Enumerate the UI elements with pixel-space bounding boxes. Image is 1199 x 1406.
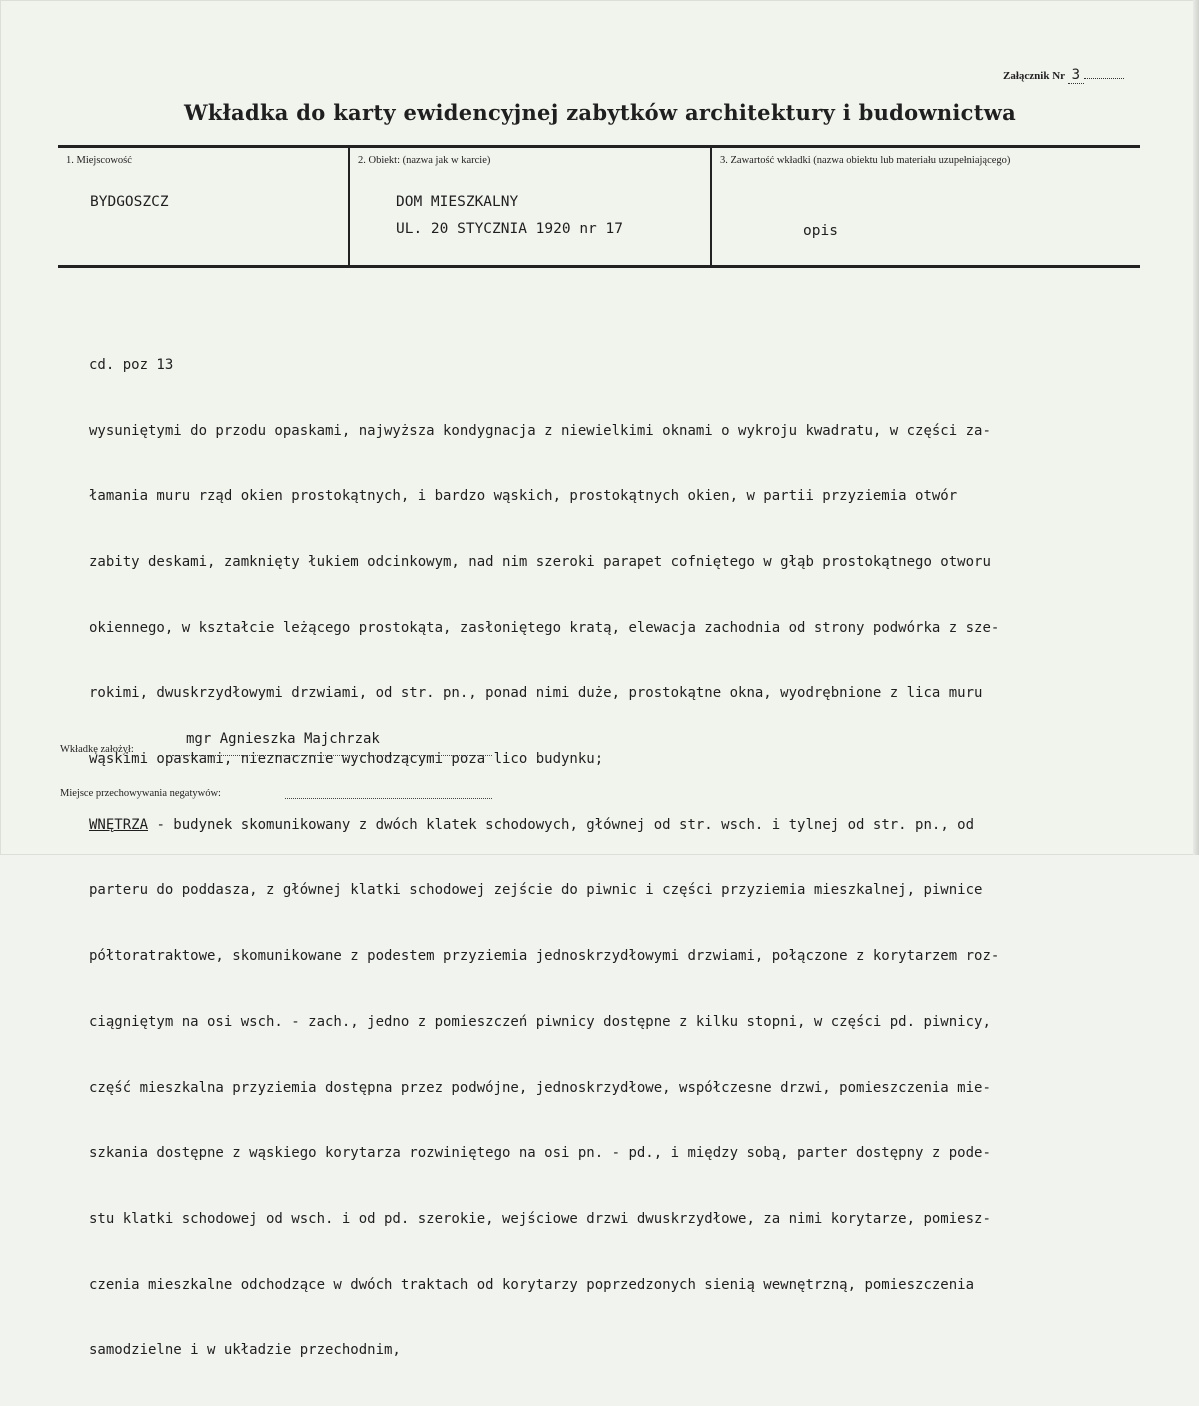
field-content xyxy=(710,148,1142,265)
text-line: szkania dostępne z wąskiego korytarza rozwiniętego na osi pn. - pd., i między sobą, parter dostępny z pode- xyxy=(89,1145,991,1162)
text-line: część mieszkalna przyziemia dostępna przez podwójne, jednoskrzydłowe, współczesne drzwi, pomieszczenia mie- xyxy=(89,1079,991,1096)
field-content-label: 3. Zawartość wkładki (nazwa obiektu lub materiału uzupełniającego) xyxy=(720,155,1011,166)
text-line: parteru do poddasza, z głównej klatki schodowej zejście do piwnic i części przyziemia mieszkalnej, piwnice xyxy=(89,882,983,899)
text-line: rokimi, dwuskrzydłowymi drzwiami, od str. pn., ponad nimi duże, prostokątne okna, wyodrębnione z lica muru xyxy=(89,685,983,702)
section-heading-wnetrza: WNĘTRZA xyxy=(89,816,149,833)
field-object-name: DOM MIESZKALNY xyxy=(396,194,519,210)
text-line: łamania muru rząd okien prostokątnych, i bardzo wąskich, prostokątnych okien, w partii przyziemia otwór xyxy=(89,488,958,505)
text-line: zabity deskami, zamknięty łukiem odcinkowym, nad nim szeroki parapet cofniętego w głąb prostokątnego otworu xyxy=(89,553,991,570)
text-line: - budynek skomunikowany z dwóch klatek schodowych, głównej od str. wsch. i tylnej od str. pn., od xyxy=(148,816,975,833)
field-object-label: 2. Obiekt: (nazwa jak w karcie) xyxy=(358,155,491,166)
text-line: półtoratraktowe, skomunikowane z podestem przyziemia jednoskrzydłowymi drzwiami, połączone z korytarzem roz- xyxy=(89,948,1000,965)
reference-line: cd. poz 13 xyxy=(89,356,174,373)
field-locality-label: 1. Miejscowość xyxy=(66,155,132,166)
text-line: wąskimi opaskami, nieznacznie wychodzącymi poza lico budynku; xyxy=(89,751,604,768)
text-line: okiennego, w kształcie leżącego prostokąta, zasłoniętego kratą, elewacja zachodnia od strony podwórka z sze- xyxy=(89,619,1000,636)
form-title: Wkładka do karty ewidencyjnej zabytków architektury i budownictwa xyxy=(183,100,1017,125)
field-locality xyxy=(58,148,348,265)
header-fields xyxy=(58,145,1140,268)
negatives-label: Miejsce przechowywania negatywów: xyxy=(60,788,221,799)
field-object xyxy=(348,148,712,265)
text-line: wysuniętymi do przodu opaskami, najwyższa kondygnacja z niewielkimi oknami o wykroju kwadratu, w części za- xyxy=(89,422,991,439)
annex-number xyxy=(1003,67,1124,83)
text-line: stu klatki schodowej od wsch. i od pd. szerokie, wejściowe drzwi dwuskrzydłowe, za nimi korytarze, pomiesz- xyxy=(89,1210,991,1227)
annex-value: 3 xyxy=(1068,67,1084,84)
field-content-value: opis xyxy=(803,223,838,239)
text-line-wnetrza xyxy=(89,815,1189,837)
text-line: czenia mieszkalne odchodzące w dwóch traktach od korytarzy poprzedzonych sienią wewnętrzną, pomieszczenia xyxy=(89,1276,975,1293)
field-object-address: UL. 20 STYCZNIA 1920 nr 17 xyxy=(396,221,623,237)
author-value: mgr Agnieszka Majchrzak xyxy=(186,731,380,747)
page-edge xyxy=(1193,0,1199,855)
description-text xyxy=(89,311,1189,1406)
author-label: Wkładkę założył: xyxy=(60,744,134,755)
text-line: samodzielne i w układzie przechodnim, xyxy=(89,1342,401,1359)
field-locality-value: BYDGOSZCZ xyxy=(90,194,169,210)
negatives-dotted-line xyxy=(285,798,492,799)
text-line: ciągniętym na osi wsch. - zach., jedno z pomieszczeń piwnicy dostępne z kilku stopni, w części pd. piwnicy, xyxy=(89,1013,991,1030)
author-dotted-line xyxy=(172,755,492,756)
annex-label: Załącznik Nr xyxy=(1003,70,1065,82)
